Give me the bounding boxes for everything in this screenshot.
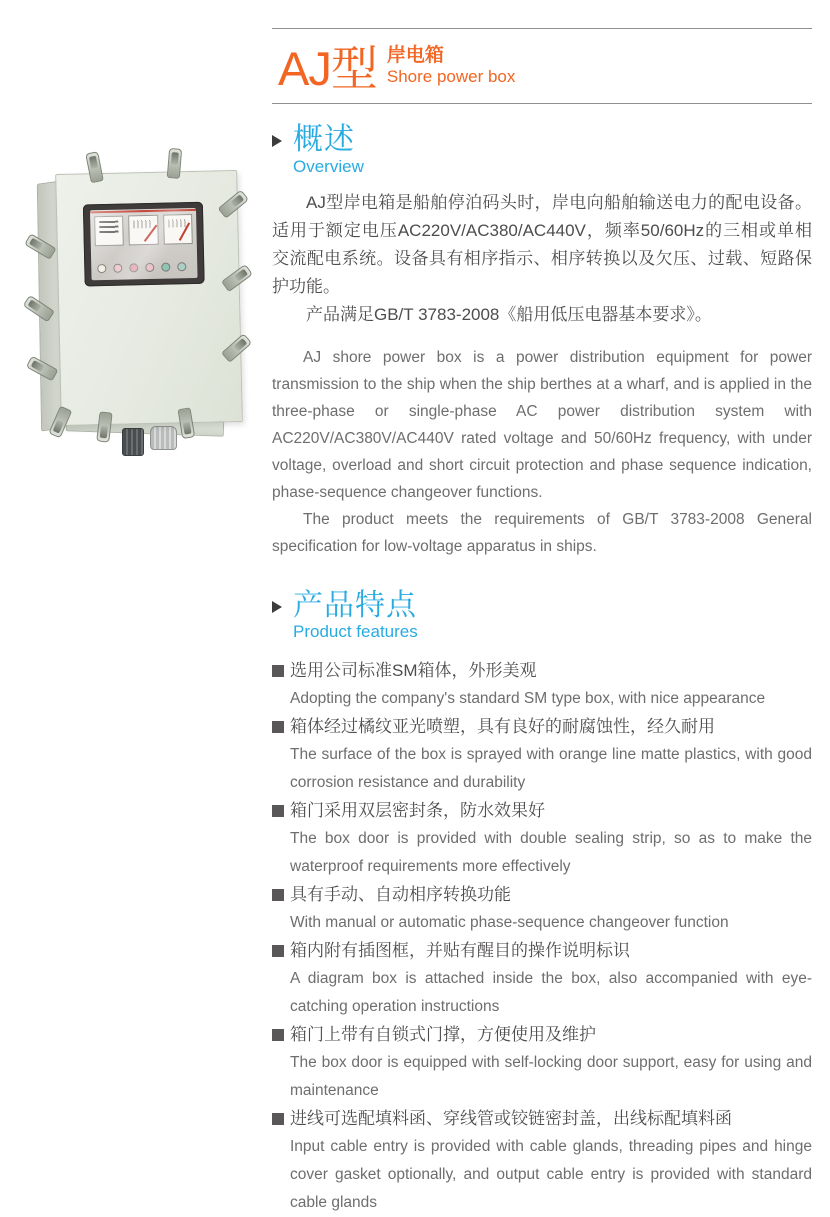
feature-en: The surface of the box is sprayed with orange line matte plastics, with good corrosion resistance and durability [290,746,812,792]
cable-gland-light [150,426,177,450]
feature-item [272,797,812,881]
feature-en: A diagram box is attached inside the box, also accompanied with eye-catching operation instructions [290,970,812,1016]
bullet-square-icon [272,1029,284,1041]
feature-zh: 箱门上带有自锁式门撑，方便使用及维护 [290,1025,596,1045]
feature-en: Input cable entry is provided with cable glands, threading pipes and hinge cover gasket optionally, and output cable entry is provided with standard cable glands [290,1138,812,1212]
latch [96,411,112,442]
product-name-en: Shore power box [386,66,516,86]
feature-item [272,881,812,937]
section-arrow-icon [272,601,282,613]
bullet-square-icon [272,1113,284,1125]
overview-paragraph-en: AJ shore power box is a power distribution equipment for power transmission to the ship when the ship berthes at a wharf, and is applied in the three-phase or single-phase AC power distribution system with AC220V/AC380V/AC440V rated voltage and 50/60Hz frequency, with under voltage, overload and short circuit protection and phase sequence indication, phase-sequence changeover functions. [272,348,812,501]
model-code: AJ型 [278,42,377,95]
bullet-square-icon [272,665,284,677]
section-arrow-icon [272,135,282,147]
feature-item [272,1021,812,1105]
latch [221,264,253,292]
features-heading-zh: 产品特点 [293,588,417,622]
latch [221,333,252,363]
title-rule-bottom [272,103,812,104]
feature-en: With manual or automatic phase-sequence changeover function [290,914,729,932]
page-title [272,29,812,103]
feature-zh: 箱体经过橘纹亚光喷塑，具有良好的耐腐蚀性，经久耐用 [290,717,715,737]
product-name-zh: 岸电箱 [386,45,444,66]
feature-item [272,713,812,797]
feature-list [272,657,812,1217]
bullet-square-icon [272,805,284,817]
feature-zh: 选用公司标准SM箱体，外形美观 [290,661,537,681]
features-section-header [272,590,812,644]
feature-en: Adopting the company's standard SM type box, with nice appearance [290,690,766,708]
feature-en: The box door is provided with double sealing strip, so as to make the waterproof requirements more effectively [290,830,812,876]
latch [218,190,249,219]
overview-paragraph-zh: AJ型岸电箱是船舶停泊码头时，岸电向船舶输送电力的配电设备。适用于额定电压AC220V/AC380/AC440V，频率50/60Hz的三相或单相交流配电系统。设备具有相序指示、相序转换以及欠压、过载、短路保护功能。 [272,192,812,296]
overview-paragraphs-zh [272,189,812,329]
features-heading-en: Product features [293,622,418,642]
latch [167,148,182,179]
feature-item [272,657,812,713]
feature-item [272,1105,812,1217]
feature-zh: 具有手动、自动相序转换功能 [290,885,511,905]
overview-paragraph-en: The product meets the requirements of GB/T 3783-2008 General specification for low-voltage apparatus in ships. [272,510,812,555]
bullet-square-icon [272,721,284,733]
meter-panel [90,208,198,280]
feature-zh: 箱内附有插图框，并贴有醒目的操作说明标识 [290,941,630,961]
bullet-square-icon [272,945,284,957]
bullet-square-icon [272,889,284,901]
content-column [272,28,812,1217]
overview-paragraphs-en [272,344,812,560]
latch [85,151,104,183]
overview-paragraph-zh: 产品满足GB/T 3783-2008《船用低压电器基本要求》。 [306,304,712,324]
feature-en: The box door is equipped with self-locking door support, easy for using and maintenance [290,1054,812,1100]
feature-zh: 箱门采用双层密封条，防水效果好 [290,801,545,821]
window-glass-reflection [90,208,198,280]
overview-section-header [272,124,812,178]
overview-heading-en: Overview [293,156,364,176]
overview-heading-zh: 概述 [293,123,355,157]
meter-window [83,202,205,287]
feature-zh: 进线可选配填料函、穿线管或铰链密封盖，出线标配填料函 [290,1109,732,1129]
shore-power-box [55,170,243,426]
cable-gland-dark [122,428,144,456]
product-photo [14,160,259,460]
feature-item [272,937,812,1021]
